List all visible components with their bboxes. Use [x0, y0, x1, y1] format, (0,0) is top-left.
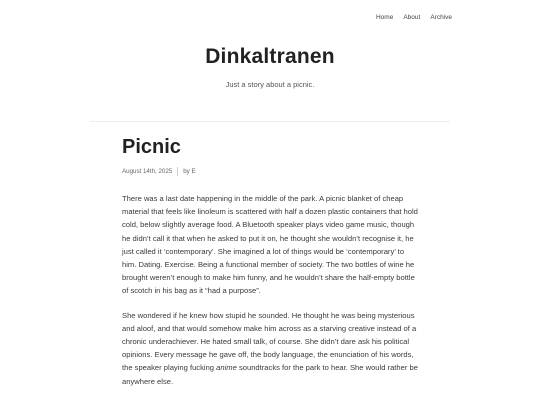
post-body	[122, 192, 420, 388]
meta-separator	[177, 167, 178, 176]
site-title[interactable]: Dinkaltranen	[205, 45, 335, 68]
post	[122, 135, 420, 399]
post-date: August 14th, 2025	[122, 168, 173, 175]
site-header	[0, 44, 540, 90]
post-paragraph-2	[122, 309, 420, 388]
top-nav	[366, 13, 452, 22]
post-paragraph-2-emphasis: anime	[216, 363, 237, 373]
post-author: by E	[183, 168, 196, 175]
site-tagline: Just a story about a picnic.	[225, 80, 315, 89]
nav-link-about[interactable]: About	[403, 14, 421, 21]
nav-link-home[interactable]: Home	[375, 14, 394, 21]
post-meta	[122, 167, 420, 176]
post-paragraph-2-tail: soundtracks for the park to hear. She would rather be anywhere else.	[122, 363, 418, 386]
post-paragraph-2-text: She wondered if he knew how stupid he sounded. He thought he was being mysterious and aloof, and that would somehow make him across as a starving creative instead of a chronic underachiever. He hated small talk, of course. She didn’t dare ask his political opinions. Every message he gave off, the body language, the enunciation of his words, the speaker playing fucking	[122, 310, 417, 373]
post-title: Picnic	[122, 136, 181, 158]
header-divider	[90, 121, 450, 122]
nav-link-archive[interactable]: Archive	[430, 14, 452, 21]
post-paragraph-1: There was a last date happening in the middle of the park. A picnic blanket of cheap material that feels like linoleum is scattered with half a dozen plastic containers that hold cold, below slightly average food. A Bluetooth speaker plays video game music, though he didn’t call it that when he asked to put it on, he thought she wouldn’t recognise it, he just called it ‘contemporary’. She imagined a lot of things would be ‘contemporary’ to him. Dating. Exercise. Being a functional member of society. The two bottles of wine he brought weren’t enough to make him funny, and he wouldn’t share the half-empty bottle of scotch in his bag as it “had a purpose”.	[122, 194, 418, 296]
